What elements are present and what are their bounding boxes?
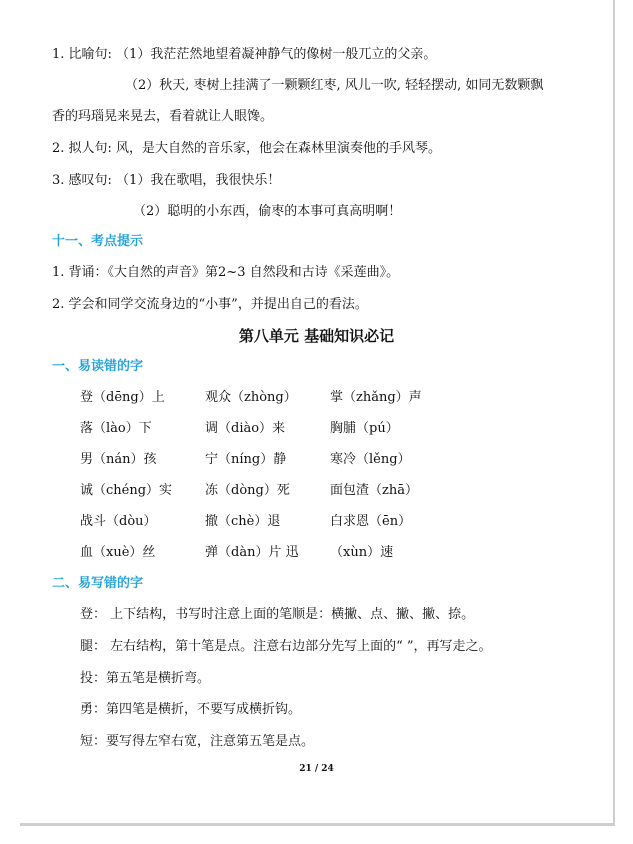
exclamation-line-2: （2）聪明的小东西，偷枣的本事可真高明啊！ [133,204,402,219]
word-cell: 诚（chéng）实 [80,483,173,498]
word-cell: 落（lào）下 [80,421,152,436]
section-1-heading: 一、易读错的字 [52,359,144,374]
section-2-heading: 二、易写错的字 [52,576,144,591]
word-cell: 冻（dòng）死 [205,483,290,498]
section-11-heading: 十一、考点提示 [52,234,144,249]
writing-note-4: 勇：第四笔是横折，不要写成横折钩。 [80,702,302,717]
exclamation-line-1: 3. 感叹句: （1）我在歌唱，我很快乐！ [52,173,281,188]
simile-line-2: （2）秋天, 枣树上挂满了一颗颗红枣, 风儿一吹, 轻轻摆动, 如同无数颗飘 [125,78,544,93]
page-border-right [613,0,615,826]
writing-note-1: 登： 上下结构，书写时注意上面的笔顺是：横撇、点、撇、撇、捺。 [80,607,475,622]
writing-note-3: 投：第五笔是横折弯。 [80,671,211,686]
word-cell: 撤（chè）退 [205,514,281,529]
word-cell: （xùn）速 [330,545,394,560]
word-cell: 弹（dàn）片 迅 [205,545,299,560]
exam-tip-2: 2. 学会和同学交流身边的“小事”，并提出自己的看法。 [52,297,368,312]
word-cell: 宁（níng）静 [205,452,287,467]
page-border-bottom [20,823,615,826]
personification-line: 2. 拟人句: 风，是大自然的音乐家，他会在森林里演奏他的手风琴。 [52,141,442,156]
writing-note-5: 短：要写得左窄右宽，注意第五笔是点。 [80,734,315,749]
word-cell: 掌（zhǎng）声 [330,390,422,405]
exam-tip-1: 1. 背诵：《大自然的声音》第2~3 自然段和古诗《采莲曲》。 [52,265,400,280]
word-cell: 胸脯（pú） [330,421,399,436]
word-cell: 白求恩（ēn） [330,514,412,529]
writing-note-2: 腿： 左右结构，第十笔是点。注意右边部分先写上面的“ ”，再写走之。 [80,639,492,654]
word-cell: 面包渣（zhā） [330,483,418,498]
word-cell: 观众（zhòng） [205,390,297,405]
word-cell: 登（dēng）上 [80,390,165,405]
unit-title: 第八单元 基础知识必记 [238,327,395,345]
word-cell: 男（nán）孩 [80,452,157,467]
word-cell: 调（diào）来 [205,421,286,436]
word-cell: 血（xuè）丝 [80,545,156,560]
page-number: 21 / 24 [299,764,334,774]
word-cell: 寒冷（lěng） [330,452,411,467]
word-cell: 战斗（dòu） [80,514,157,529]
simile-line-1: 1. 比喻句: （1）我茫茫然地望着凝神静气的像树一般兀立的父亲。 [52,47,437,62]
simile-line-3: 香的玛瑙晃来晃去，看着就让人眼馋。 [52,109,274,124]
